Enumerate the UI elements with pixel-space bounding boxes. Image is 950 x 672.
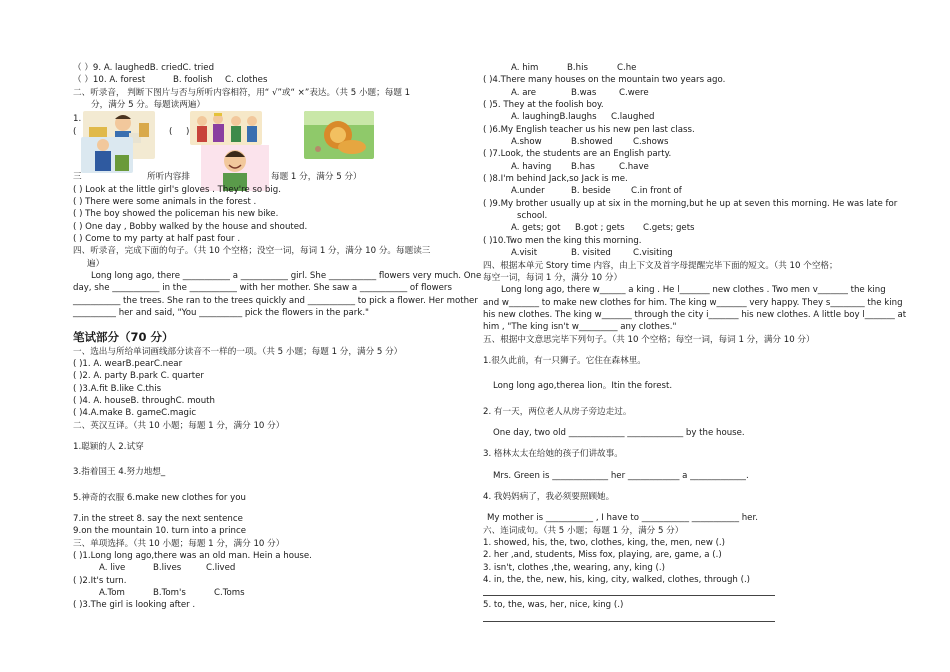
q10-option-b: B. visited xyxy=(571,248,611,259)
q3-option-c: C.he xyxy=(617,63,637,73)
picture-lion-and-mouse xyxy=(304,111,374,159)
q6-option-a: A.show xyxy=(511,137,542,148)
q6: ( )6.My English teacher us his new pen last class. xyxy=(483,124,695,135)
reorder-item-4: 4. in, the, the, new, his, king, city, walked, clothes, through (.) xyxy=(483,575,751,586)
section3-title-b: 所听内容排 xyxy=(147,172,190,183)
r-story-line-3: his new clothes. The king w_______ through the city i_______ his new clothes. A little boy l_______ at xyxy=(483,309,907,320)
q6-options xyxy=(483,136,883,148)
q10: ( )10.Two men the king this morning. xyxy=(483,235,642,246)
s2-english: One day, two old _____________ _____________ by the house. xyxy=(493,427,745,438)
r-section4-title-cont: 每空一词，每词 1 分，满分 10 分） xyxy=(483,272,623,283)
section2-title: 二、听录音， 判断下图片与否与所听内容相符，用“ √”或“ ×”表达。（共 5 小题；每题 1 xyxy=(73,87,411,98)
section3-title xyxy=(73,171,468,183)
q3-options xyxy=(483,62,883,74)
q4-option-b: B.was xyxy=(571,87,597,98)
q9-cont: school. xyxy=(517,211,548,222)
s3-english: Mrs. Green is _____________ her ____________ a _____________. xyxy=(493,470,749,481)
q8-option-a: A.under xyxy=(511,186,545,197)
s2-chinese: 2. 有一天，两位老人从房子旁边走过。 xyxy=(483,406,632,417)
sentence-1: ( ) Look at the little girl's gloves . They're so big. xyxy=(73,184,281,195)
q9: ( )9.My brother usually up at six in the morning,but he up at seven this morning. He was late for xyxy=(483,198,898,209)
s4-chinese: 4. 我妈妈病了，我必须要照顾她。 xyxy=(483,491,615,502)
picture-row-paren-1: ( xyxy=(73,127,77,138)
w2-line-4: 7.in the street 8. say the next sentence xyxy=(73,513,243,524)
s1-chinese: 1.很久此前，有一只狮子。它住在森林里。 xyxy=(483,355,646,366)
w2-line-3: 5.神奇的衣服 6.make new clothes for you xyxy=(73,492,246,503)
q7-options xyxy=(483,161,883,173)
reorder-item-1: 1. showed, his, the, two, clothes, king, the, men, new (.) xyxy=(483,538,726,548)
q9-options xyxy=(483,222,883,234)
r-story-line-2: and w_______ to make new clothes for him. The king w_______ very happy. They s________ the king xyxy=(483,297,903,308)
sentence-5: ( ) Come to my party at half past four . xyxy=(73,234,241,245)
w1-item-1: ( )1. A. wearB.pearC.near xyxy=(73,358,183,369)
section3-title-c: 每题 1 分，满分 5 分） xyxy=(271,172,362,183)
listening-q9: （ ）9. A. laughedB. criedC. tried xyxy=(73,63,215,73)
w3-q2: ( )2.It's turn. xyxy=(73,575,127,586)
story-line-4: __________ her and said, "You __________ pick the flowers in the park." xyxy=(73,308,370,319)
w1-title: 一、选出与所给单词画线部分读音不一样的一项。（共 5 小题；每题 1 分，满分 5 分） xyxy=(73,346,403,357)
q5-options xyxy=(483,111,883,123)
r-story-line-1: Long long ago, there w______ a king . He l_______ new clothes . Two men v_______ the king xyxy=(501,285,886,296)
q5-option-c: C.laughed xyxy=(611,112,655,123)
w3-q2-option-a: A.Tom xyxy=(99,588,125,598)
q7: ( )7.Look, the students are an English party. xyxy=(483,149,672,160)
sentence-2: ( ) There were some animals in the forest . xyxy=(73,197,257,208)
answer-line-2 xyxy=(483,612,775,622)
story-line-2: day, she ___________ in the ___________ with her mother. She saw a ___________ of flowers xyxy=(73,283,452,294)
reorder-item-5: 5. to, the, was, her, nice, king (.) xyxy=(483,600,624,611)
q4-option-c: C.were xyxy=(619,87,649,98)
r-section4-title: 四、根据本单元 Story time 内容，由上下文及首字母提醒完毕下面的短文。（共 10 个空格； xyxy=(483,260,838,271)
w3-title: 三、单项选择。（共 10 小题；每题 1 分，满分 10 分） xyxy=(73,538,285,549)
picture-king-crowd xyxy=(190,111,262,145)
right-column xyxy=(483,62,907,622)
q9-option-a: A. gets; got xyxy=(511,223,561,234)
q10-option-c: C.visiting xyxy=(633,248,673,259)
w3-q3: ( )3.The girl is looking after . xyxy=(73,600,196,611)
sentence-3: ( ) The boy showed the policeman his new bike. xyxy=(73,209,279,220)
q4-options xyxy=(483,87,883,99)
q10-option-a: （ ）10. A. forest xyxy=(73,75,146,86)
q8-option-b: B. beside xyxy=(571,186,611,197)
section3-title-a: 三 xyxy=(73,172,82,183)
q8-options xyxy=(483,185,883,197)
q4-option-a: A. are xyxy=(511,87,537,98)
w2-line-5: 9.on the mountain 10. turn into a prince xyxy=(73,526,246,537)
section4-title: 四、听录音，完成下面的句子。（共 10 个空格；没空一词，每词 1 分，满分 10 分。每题读三 xyxy=(73,246,431,257)
picture-row-number: 1. xyxy=(73,114,82,125)
q10-option-c: C. clothes xyxy=(225,75,268,86)
listening-q10 xyxy=(73,74,468,86)
q6-option-c: C.shows xyxy=(633,137,669,148)
q10-options xyxy=(483,247,883,259)
story-line-3: ___________ the trees. She ran to the trees quickly and ___________ to pick a flower. Her mother xyxy=(73,295,478,306)
w2-title: 二、英汉互译。（共 10 小题；每题 1 分，满分 10 分） xyxy=(73,420,285,431)
picture-row xyxy=(73,111,468,165)
story-line-1: Long long ago, there ___________ a ___________ girl. She ___________ flowers very much. One xyxy=(91,271,482,282)
q4: ( )4.There many houses on the mountain two years ago. xyxy=(483,75,726,86)
w3-q1: ( )1.Long long ago,there was an old man. Hein a house. xyxy=(73,550,312,561)
q8: ( )8.I'm behind Jack,so Jack is me. xyxy=(483,174,628,185)
s3-chinese: 3. 格林太太在给她的孩子们讲故事。 xyxy=(483,449,623,460)
w1-item-5: ( )4.A.make B. gameC.magic xyxy=(73,408,197,419)
q8-option-c: C.in front of xyxy=(631,186,682,197)
w3-q1-option-b: B.lives xyxy=(153,563,182,574)
q5-option-ab: A. laughingB.laughs xyxy=(511,112,597,123)
w3-q2-option-b: B.Tom's xyxy=(153,588,186,598)
w3-q1-option-c: C.lived xyxy=(206,563,236,574)
w2-line-2: 3.指着国王 4.努力地想_ xyxy=(73,467,166,478)
w3-q1-options xyxy=(73,562,468,574)
sentence-4: ( ) One day , Bobby walked by the house and shouted. xyxy=(73,221,308,232)
w1-item-4: ( )4. A. houseB. throughC. mouth xyxy=(73,395,215,406)
w2-line-1: 1.聪颖的人 2.试穿 xyxy=(73,441,144,452)
q9-option-b: B.got ; gets xyxy=(575,223,625,234)
w1-item-2: ( )2. A. party B.park C. quarter xyxy=(73,371,204,382)
q7-option-c: C.have xyxy=(619,161,649,172)
s1-english: Long long ago,therea lion。Itin the forest. xyxy=(493,381,673,392)
q6-option-b: B.showed xyxy=(571,137,613,148)
picture-row-paren-2: ( xyxy=(169,127,173,138)
written-section-title: 笔试部分（70 分） xyxy=(73,329,174,344)
r-story-line-4: him , "The king isn't w_________ any clothes." xyxy=(483,322,677,333)
s4-english: My mother is ___________ , I have to ___________ ___________ her. xyxy=(487,513,758,524)
w3-q1-option-a: A. live xyxy=(99,563,126,574)
picture-row-paren-3: ) xyxy=(186,127,190,138)
reorder-item-2: 2. her ,and, students, Miss fox, playing, are, game, a (.) xyxy=(483,550,722,561)
answer-line-1 xyxy=(483,586,775,596)
section2-title-cont: 分，满分 5 分。每题读两遍） xyxy=(91,100,206,111)
q9-option-c: C.gets; gets xyxy=(643,223,695,234)
q3-option-a: A. him xyxy=(511,63,539,73)
q7-option-b: B.has xyxy=(571,161,595,172)
w3-q2-option-c: C.Toms xyxy=(214,588,245,598)
section4-title-cont: 遍） xyxy=(87,258,105,269)
w1-item-3: ( )3.A.fit B.like C.this xyxy=(73,383,162,394)
q5: ( )5. They at the foolish boy. xyxy=(483,100,604,111)
q3-option-b: B.his xyxy=(567,63,588,73)
r-section5-title: 五、根据中文意思完毕下列句子。（共 10 个空格；每空一词，每词 1 分，满分 10 分） xyxy=(483,334,815,345)
r-section6-title: 六、连词成句。（共 5 小题；每题 1 分，满分 5 分） xyxy=(483,525,684,536)
q10-option-b: B. foolish xyxy=(173,75,213,86)
w3-q2-options xyxy=(73,587,468,599)
q10-option-a: A.visit xyxy=(511,248,538,259)
q7-option-a: A. having xyxy=(511,161,552,172)
picture-boy-policeman xyxy=(81,137,133,173)
left-column xyxy=(73,62,482,612)
reorder-item-3: 3. isn't, clothes ,the, wearing, any, king (.) xyxy=(483,562,665,573)
